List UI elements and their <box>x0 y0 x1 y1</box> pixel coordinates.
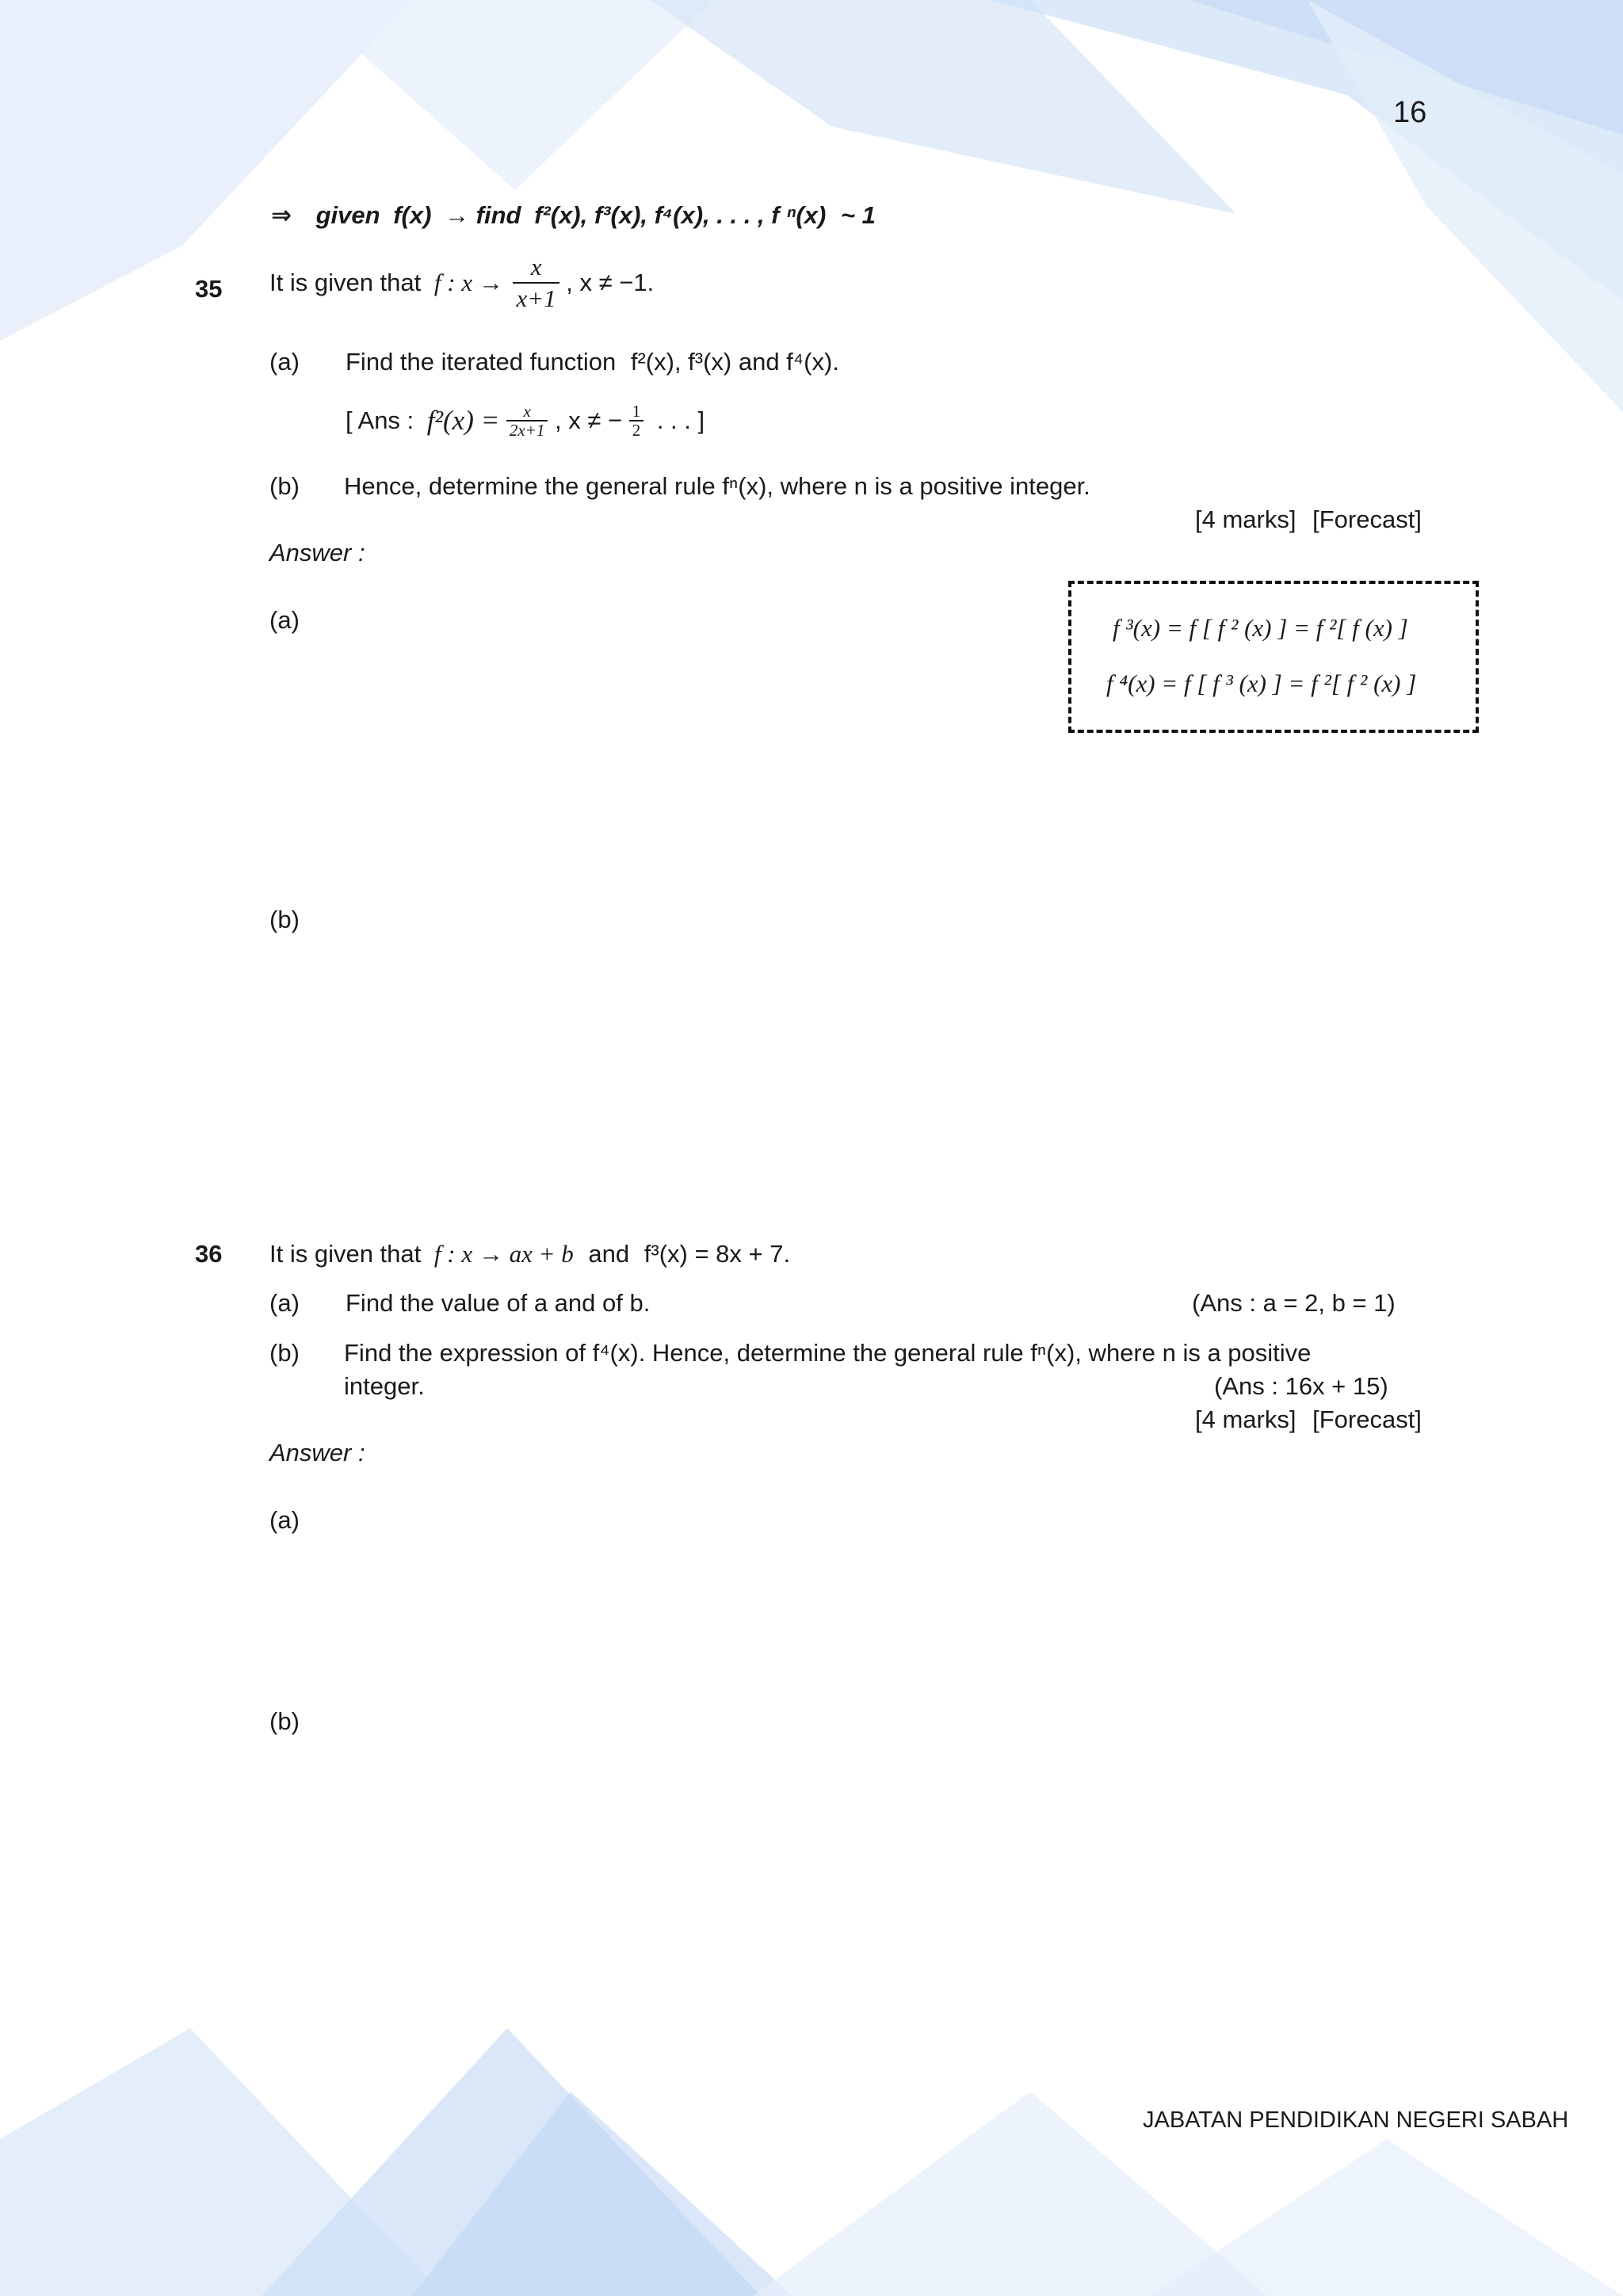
q36-part-a-answer: (Ans : a = 2, b = 1) <box>1192 1289 1396 1317</box>
q35-part-a-label: (a) <box>269 348 300 376</box>
q36-answer-label: Answer : <box>269 1439 365 1466</box>
q36-part-b-label: (b) <box>269 1339 300 1367</box>
implies-icon: ⇒ <box>271 201 292 229</box>
q35-fraction: $\frac{x}{x+1}$ <box>513 252 559 314</box>
q36-part-a-text: Find the value of a and of b. <box>346 1289 651 1317</box>
page-footer: JABATAN PENDIDIKAN NEGERI SABAH <box>1143 2107 1569 2133</box>
q35-given-answer: [ Ans : f²(x) = $\frac{x}{2x+1}$ , x ≠ − $\frac{1}{2}$ . . . ] <box>346 402 705 440</box>
q35-part-a-text: Find the iterated function f²(x), f³(x) and f⁴(x). <box>346 348 839 376</box>
q35-part-b-label: (b) <box>269 472 300 500</box>
q35-stem: It is given that f : x → $\frac{x}{x+1}$ , x ≠ −1. <box>269 253 655 312</box>
question-number: 36 <box>195 1240 223 1268</box>
q36-marks: [4 marks] [Forecast] <box>1195 1405 1422 1433</box>
q35-part-b-text: Hence, determine the general rule fⁿ(x), where n is a positive integer. <box>344 472 1090 500</box>
q36-answer-a-label: (a) <box>269 1506 300 1534</box>
half-fraction: $\frac{1}{2}$ <box>629 402 644 439</box>
q36-stem: It is given that f : x → ax + b and f³(x) = 8x + 7. <box>269 1240 791 1268</box>
q35-answer-b-label: (b) <box>269 906 300 933</box>
q35-answer-a-label: (a) <box>269 606 300 634</box>
q36-part-b-text-1: Find the expression of f⁴(x). Hence, determine the general rule fⁿ(x), where n is a positive <box>344 1339 1312 1367</box>
hint-line-2: f ⁴(x) = f [ f ³ (x) ] = f ²[ f ² (x) ] <box>1106 669 1417 697</box>
topic-heading: ⇒ given f(x) → find f²(x), f³(x), f⁴(x), . . . , f ⁿ(x) ~ 1 <box>271 201 876 229</box>
q35-marks: [4 marks] [Forecast] <box>1195 505 1422 533</box>
question-number: 35 <box>195 275 223 303</box>
answer-fraction: $\frac{x}{2x+1}$ <box>506 402 548 439</box>
hint-box <box>1068 581 1479 733</box>
q36-part-b-answer: (Ans : 16x + 15) <box>1214 1372 1388 1400</box>
q36-answer-b-label: (b) <box>269 1707 300 1735</box>
hint-line-1: f ³(x) = f [ f ² (x) ] = f ²[ f (x) ] <box>1113 614 1408 642</box>
page-number: 16 <box>1393 96 1427 129</box>
q35-answer-label: Answer : <box>269 539 365 566</box>
q36-part-a-label: (a) <box>269 1289 300 1317</box>
q36-part-b-text-2: integer. <box>344 1372 425 1400</box>
